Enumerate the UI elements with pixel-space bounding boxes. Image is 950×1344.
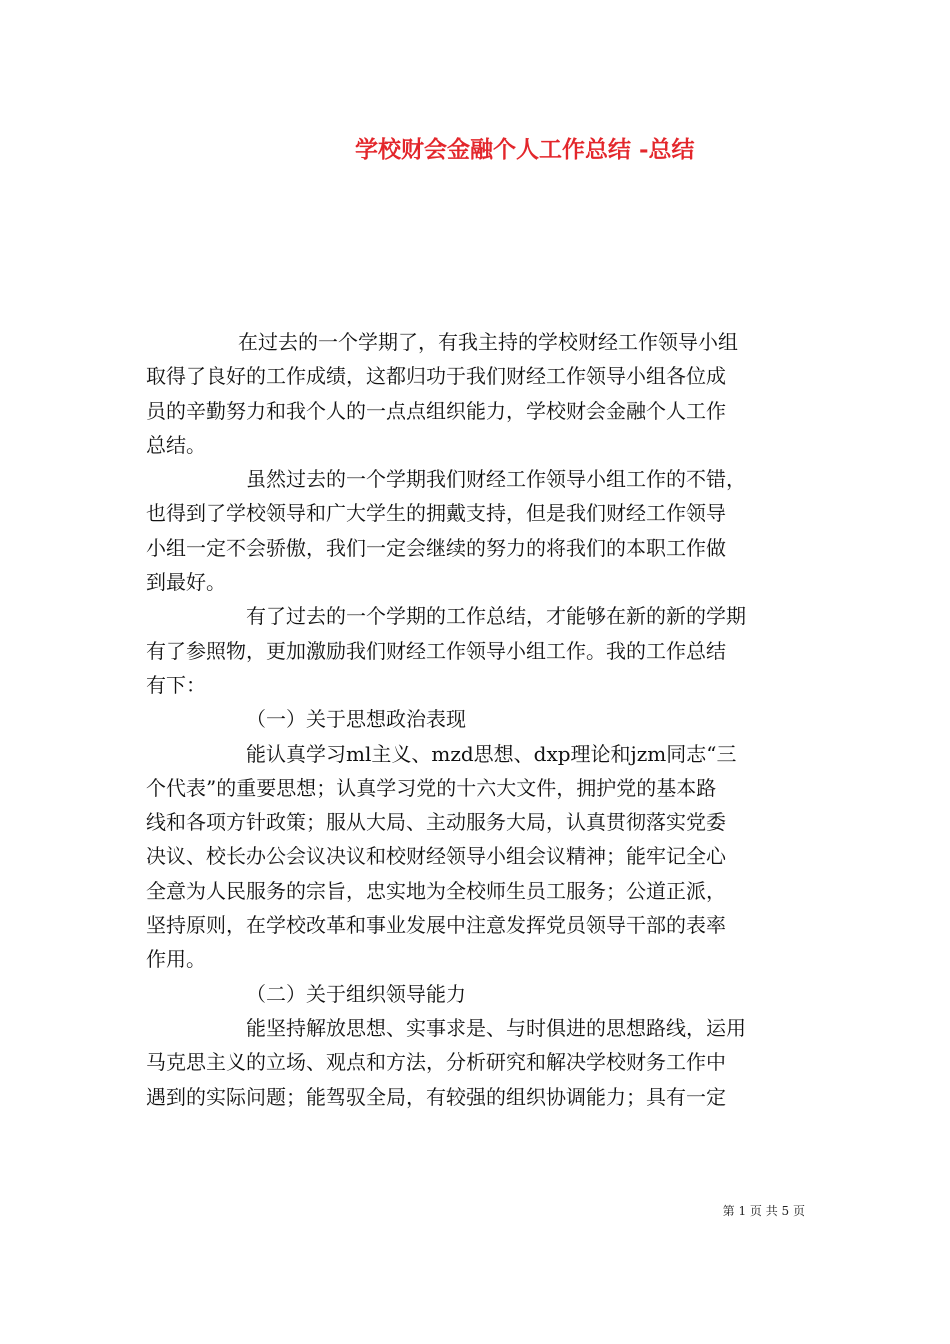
- text-line: 到最好。: [146, 570, 226, 595]
- text-line: 虽然过去的一个学期我们财经工作领导小组工作的不错，: [246, 467, 746, 492]
- text-line: 有下：: [146, 672, 206, 697]
- text-line: 全意为人民服务的宗旨，忠实地为全校师生员工服务；公道正派，: [146, 878, 726, 903]
- text-line: 小组一定不会骄傲，我们一定会继续的努力的将我们的本职工作做: [146, 535, 726, 560]
- text-line: （二）关于组织领导能力: [246, 981, 466, 1006]
- text-line: 遇到的实际问题；能驾驭全局，有较强的组织协调能力；具有一定: [146, 1084, 726, 1109]
- text-line: 能认真学习ml主义、mzd思想、dxp理论和jzm同志“三: [246, 741, 737, 766]
- text-line: 取得了良好的工作成绩，这都归功于我们财经工作领导小组各位成: [146, 364, 726, 389]
- text-line: 员的辛勤努力和我个人的一点点组织能力，学校财会金融个人工作: [146, 398, 726, 423]
- text-line: 总结。: [146, 432, 206, 457]
- text-line: 决议、校长办公会议决议和校财经领导小组会议精神；能牢记全心: [146, 844, 726, 869]
- text-line: 有了过去的一个学期的工作总结，才能够在新的新的学期: [246, 604, 746, 629]
- text-line: 坚持原则，在学校改革和事业发展中注意发挥党员领导干部的表率: [146, 913, 726, 938]
- document-body: [146, 325, 806, 1114]
- text-line: 线和各项方针政策；服从大局、主动服务大局，认真贯彻落实党委: [146, 810, 726, 835]
- text-line: 个代表”的重要思想；认真学习党的十六大文件，拥护党的基本路: [146, 775, 717, 800]
- text-line: 能坚持解放思想、实事求是、与时俱进的思想路线，运用: [246, 1015, 746, 1040]
- text-line: （一）关于思想政治表现: [246, 707, 466, 732]
- text-line: 也得到了学校领导和广大学生的拥戴支持，但是我们财经工作领导: [146, 501, 726, 526]
- page-number-footer: 第 1 页 共 5 页: [722, 1204, 805, 1218]
- text-line: 有了参照物，更加激励我们财经工作领导小组工作。我的工作总结: [146, 638, 726, 663]
- document-title: 学校财会金融个人工作总结 -总结: [355, 136, 695, 163]
- text-line: 马克思主义的立场、观点和方法，分析研究和解决学校财务工作中: [146, 1050, 726, 1075]
- text-line: 作用。: [146, 947, 206, 972]
- text-line: 在过去的一个学期了，有我主持的学校财经工作领导小组: [238, 330, 738, 354]
